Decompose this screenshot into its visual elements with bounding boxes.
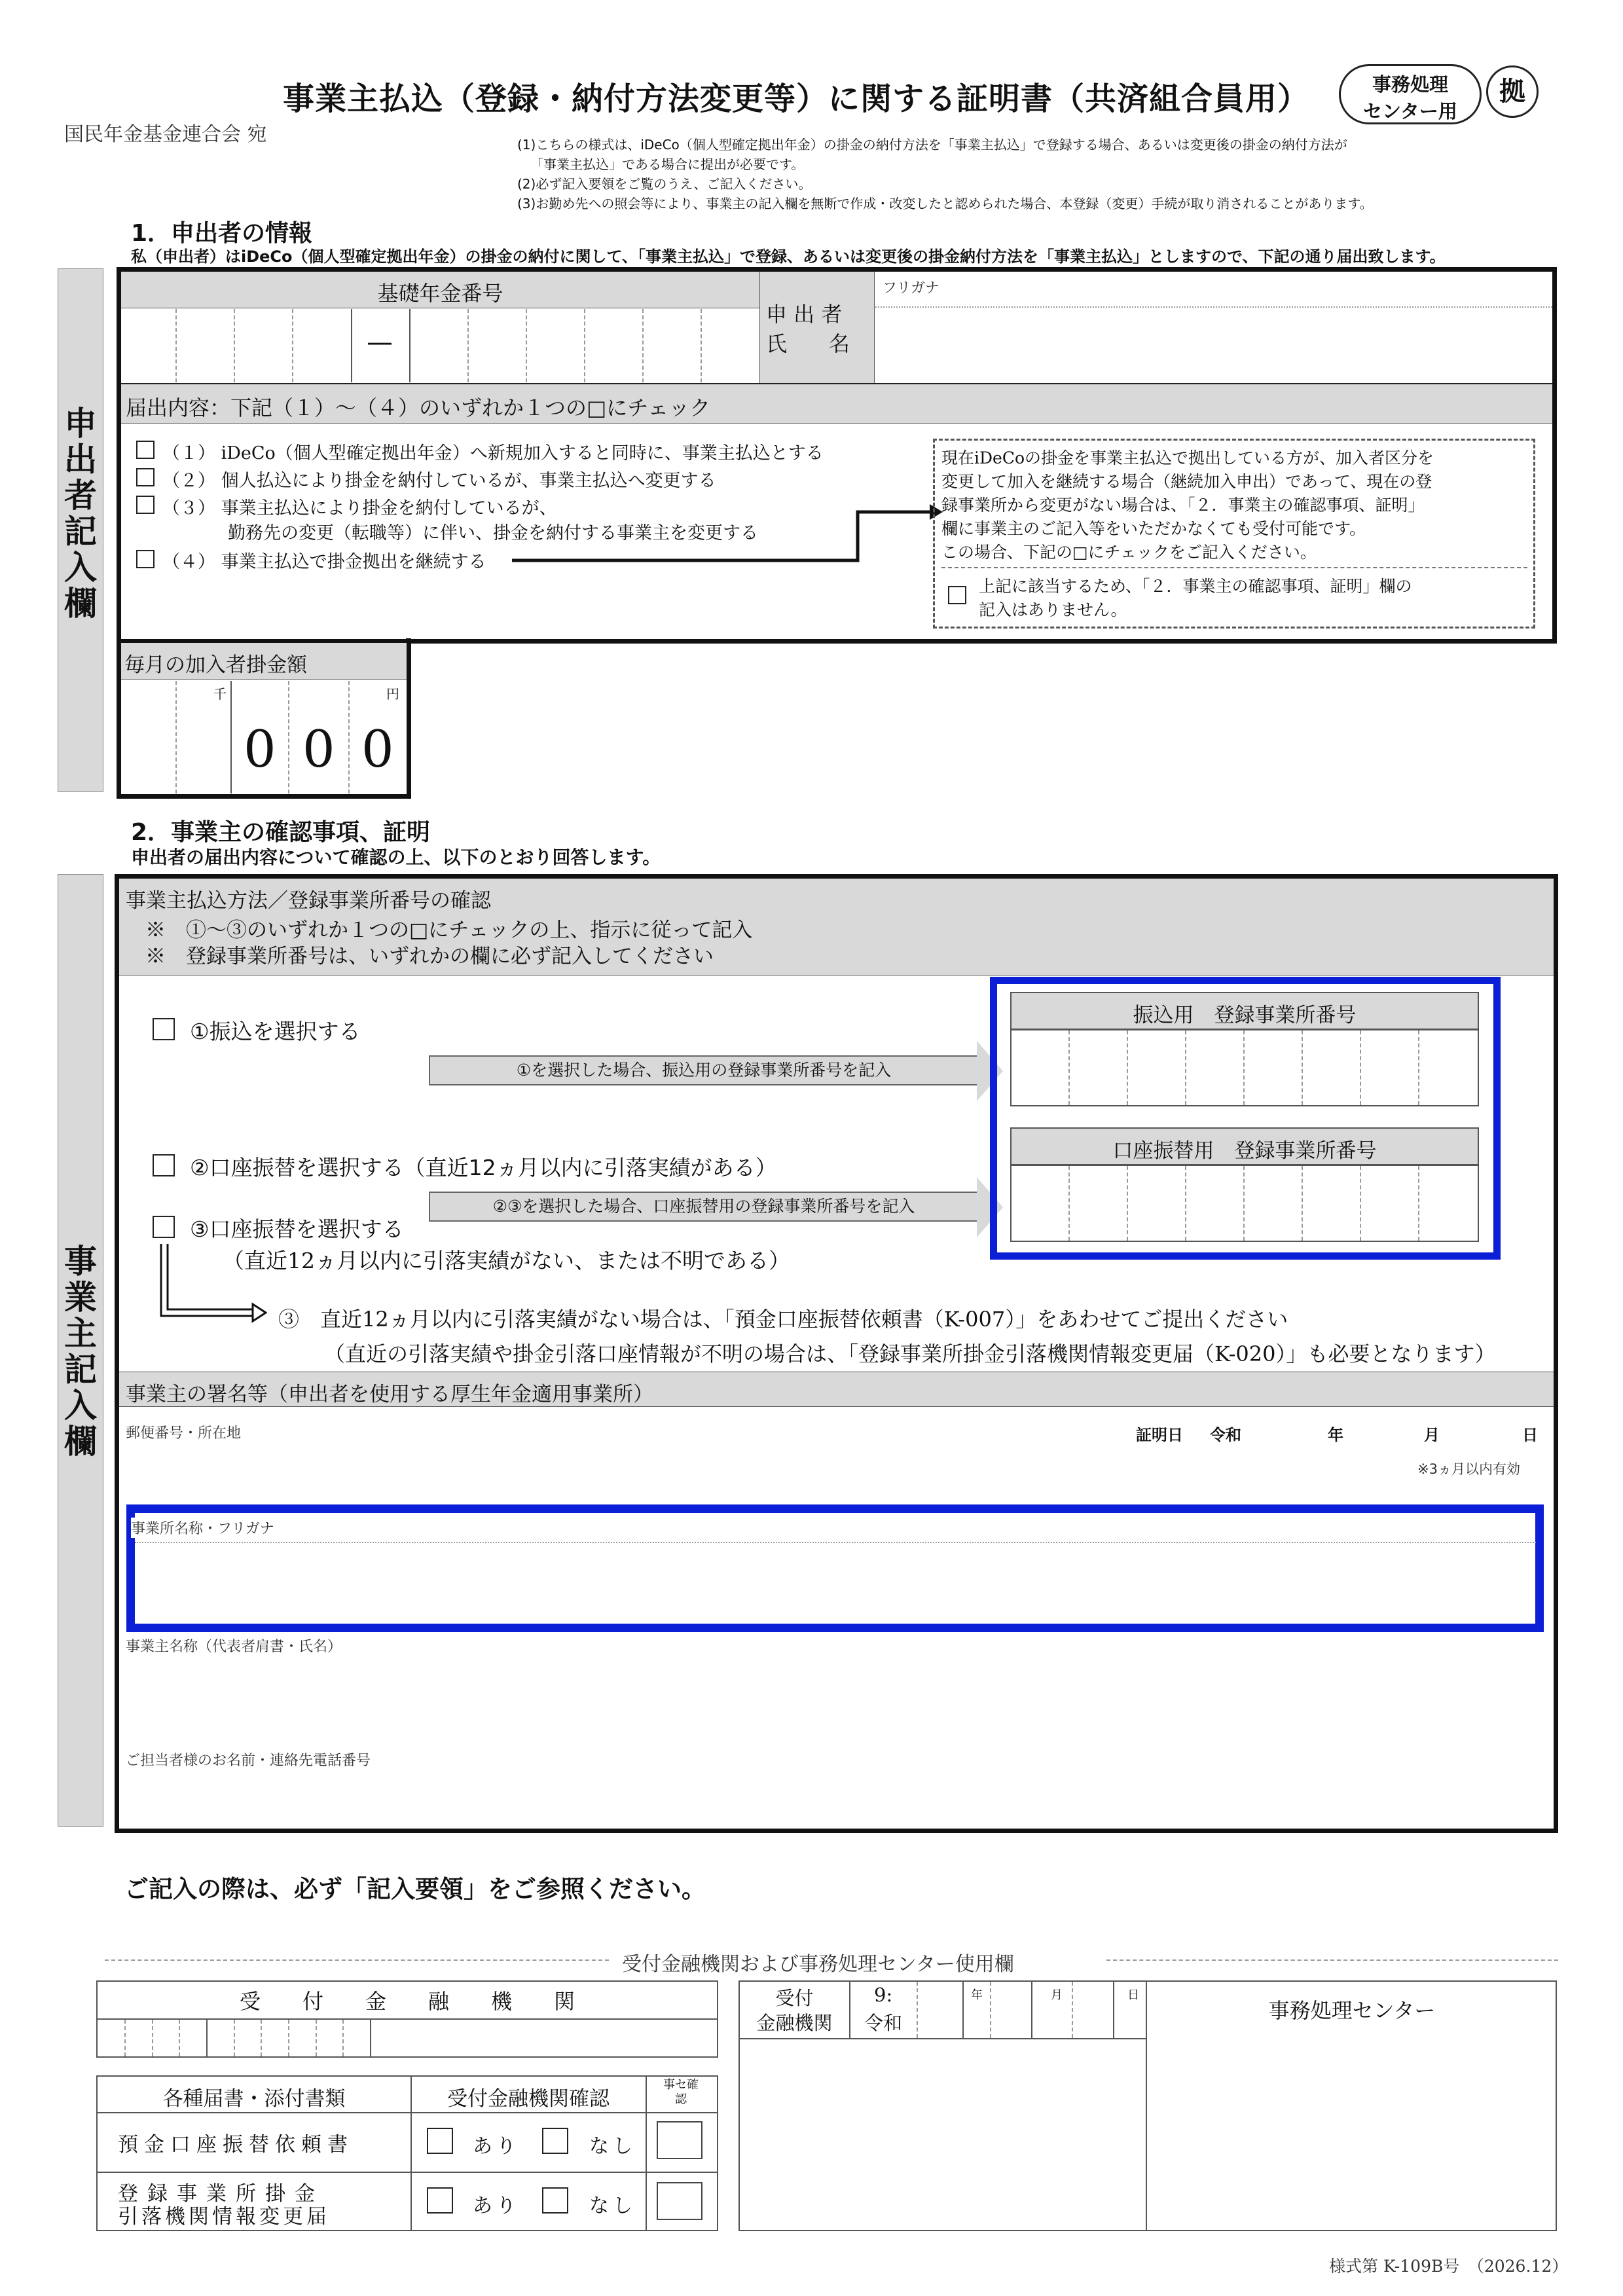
kyo-badge: 拠 <box>1486 65 1539 118</box>
debit-number-label: 口座振替用 登録事業所番号 <box>1112 1139 1377 1163</box>
arrow-debit <box>429 1192 979 1222</box>
choice3-sub-label: （直近12ヵ月以内に引落実績がない、または不明である） <box>223 1248 790 1273</box>
report-content-label: 届出内容：下記（１）～（４）のいずれか１つの□にチェック <box>126 395 711 420</box>
transfer-number-field[interactable] <box>1010 1029 1479 1106</box>
header-notes <box>517 135 1373 213</box>
recv-year-label: 年 <box>971 1988 983 2002</box>
reminder-text: ご記入の際は、必ず「記入要領」をご参照ください。 <box>124 1875 706 1903</box>
choice1-label: ①振込を選択する <box>190 1019 361 1044</box>
monthly-label: 毎月の加入者掛金額 <box>124 653 307 677</box>
option2-label: （２） 個人払込により掛金を納付しているが、事業主払込へ変更する <box>162 471 716 491</box>
center-badge-line1: 事務処理 <box>1372 73 1448 96</box>
option2-checkbox[interactable] <box>136 468 155 486</box>
no-employer-entry-checkbox[interactable] <box>948 586 966 604</box>
office-name-field[interactable] <box>137 1545 1532 1624</box>
method-note1: ※ ①～③のいずれか１つの□にチェックの上、指示に従って記入 <box>145 919 753 942</box>
contact-field[interactable] <box>124 1768 1545 1823</box>
arrow-transfer-text: ①を選択した場合、振込用の登録事業所番号を記入 <box>516 1061 892 1080</box>
header-note: (1)こちらの様式は、iDeCo（個人型確定拠出年金）の掛金の納付方法を「事業主払込」で登録する場合、あるいは変更後の掛金の納付方法が <box>517 137 1347 153</box>
center-confirm-header: 事セ確認 <box>663 2078 699 2106</box>
center-label: 事務処理センター <box>1268 1998 1436 2023</box>
method-note2: ※ 登録事業所番号は、いずれかの欄に必ず記入してください <box>145 945 714 968</box>
institution-code-field[interactable] <box>98 2020 716 2056</box>
zero-digit: 0 <box>302 720 335 779</box>
pension-number-label: 基礎年金番号 <box>377 281 503 306</box>
choice3-checkbox[interactable] <box>153 1216 175 1238</box>
doc2-nashi-label: なし <box>589 2195 636 2217</box>
note-line: 欄に事業主のご記入等をいただかなくても受付可能です。 <box>941 519 1366 538</box>
option3-checkbox[interactable] <box>136 496 155 514</box>
postal-address-label: 郵便番号・所在地 <box>126 1425 242 1442</box>
footer-section-title: 受付金融機関および事務処理センター使用欄 <box>622 1953 1014 1976</box>
note-line: 変更して加入を継続する場合（継続加入申出）であって、現在の登 <box>941 472 1432 491</box>
section2-sidebar-label: 事 業 主 記 入 欄 <box>64 1243 97 1461</box>
cert-date-month-label: 月 <box>1424 1426 1440 1444</box>
employer-name-field[interactable] <box>124 1656 1545 1741</box>
cert-date-year-label: 年 <box>1328 1426 1343 1444</box>
zero-digit: 0 <box>244 720 276 779</box>
section2-heading: 2．事業主の確認事項、証明 <box>131 819 431 846</box>
option4-label: （４） 事業主払込で掛金拠出を継続する <box>162 552 486 572</box>
recv-month-label: 月 <box>1051 1988 1063 2002</box>
recv-day-label: 日 <box>1127 1988 1139 2002</box>
signature-header-label: 事業主の署名等（申出者を使用する厚生年金適用事業所） <box>126 1383 653 1406</box>
furigana-label: フリガナ <box>883 280 939 297</box>
doc1-ari-label: あり <box>473 2135 520 2158</box>
arrow-transfer <box>429 1055 979 1085</box>
section1-statement: 私（申出者）はiDeCo（個人型確定拠出年金）の掛金の納付に関して、「事業主払込」で登録、あるいは変更後の掛金納付方法を「事業主払込」としますので、下記の通り届出致します。 <box>131 247 1446 266</box>
cert-date-era: 令和 <box>1210 1426 1241 1444</box>
doc1-label: 預金口座振替依頼書 <box>118 2133 354 2157</box>
option4-arrow <box>511 504 943 570</box>
method-header-title: 事業主払込方法／登録事業所番号の確認 <box>126 889 491 913</box>
doc1-nashi-label: なし <box>589 2135 636 2158</box>
validity-note: ※3ヵ月以内有効 <box>1417 1461 1520 1477</box>
header-note: 「事業主払込」である場合に提出が必要です。 <box>530 156 805 172</box>
choice2-label: ②口座振替を選択する（直近12ヵ月以内に引落実績がある） <box>190 1155 777 1180</box>
choice3-label: ③口座振替を選択する <box>190 1216 404 1242</box>
applicant-label-line1: 申 出 者 <box>766 302 843 327</box>
choice3-arrow <box>156 1244 267 1329</box>
choice2-checkbox[interactable] <box>153 1154 175 1176</box>
no-employer-entry-label-line2: 記入はありません。 <box>979 600 1127 619</box>
docs-header: 各種届書・添付書類 <box>162 2087 346 2111</box>
arrow-debit-text: ②③を選択した場合、口座振替用の登録事業所番号を記入 <box>492 1197 915 1216</box>
cert-date-label: 証明日 <box>1136 1426 1183 1444</box>
office-name-furigana-line <box>135 1542 1536 1543</box>
section1-sidebar-label: 申 出 者 記 入 欄 <box>64 405 97 623</box>
thousand-unit: 千 <box>213 686 227 702</box>
doc2-nashi-checkbox[interactable] <box>542 2187 568 2214</box>
yen-unit: 円 <box>386 686 399 702</box>
doc2-label-line2: 引落機関情報変更届 <box>118 2205 330 2229</box>
doc1-center-confirm-box[interactable] <box>657 2121 702 2159</box>
doc2-center-confirm-box[interactable] <box>657 2182 702 2220</box>
cert-date-day-label: 日 <box>1522 1426 1538 1444</box>
debit-number-field[interactable] <box>1010 1165 1479 1242</box>
recv-prefix: 9: <box>874 1984 893 2006</box>
option3-label: （３） 事業主払込により掛金を納付しているが、 <box>162 498 557 519</box>
header-note: (3)お勤め先への照会等により、事業主の記入欄を無断で作成・改変したと認められた場合、本登録（変更）手続が取り消されることがあります。 <box>517 196 1373 211</box>
note-line: この場合、下記の□にチェックをご記入ください。 <box>941 543 1317 562</box>
choice1-checkbox[interactable] <box>153 1018 175 1040</box>
center-badge-line2: センター用 <box>1363 100 1457 122</box>
choice3-note1: ③ 直近12ヵ月以内に引落実績がない場合は、「預金口座振替依頼書（K-007）」をあわせてご提出ください <box>278 1307 1288 1332</box>
no-employer-entry-label-line1: 上記に該当するため、「２．事業主の確認事項、証明」欄の <box>979 577 1412 596</box>
center-use-badge <box>1339 64 1482 124</box>
note-line: 録事業所から変更がない場合は、「２．事業主の確認事項、証明」 <box>941 496 1425 515</box>
option4-checkbox[interactable] <box>136 550 155 568</box>
doc1-nashi-checkbox[interactable] <box>542 2128 568 2154</box>
recv-era: 令和 <box>864 2012 903 2034</box>
transfer-number-label: 振込用 登録事業所番号 <box>1133 1004 1357 1027</box>
doc1-ari-checkbox[interactable] <box>427 2128 453 2154</box>
applicant-name-field[interactable] <box>877 309 1552 381</box>
option3-label-line2: 勤務先の変更（転職等）に伴い、掛金を納付する事業主を変更する <box>228 523 758 543</box>
section2-statement: 申出者の届出内容について確認の上、以下のとおり回答します。 <box>131 847 661 868</box>
page-title: 事業主払込（登録・納付方法変更等）に関する証明書（共済組合員用） <box>283 81 1310 117</box>
institution-header: 受 付 金 融 機 関 <box>239 1989 575 2014</box>
confirm-header: 受付金融機関確認 <box>447 2087 610 2111</box>
furigana-line <box>875 306 1552 308</box>
employer-name-label: 事業主名称（代表者肩書・氏名） <box>126 1639 342 1655</box>
pension-dash: — <box>367 327 393 357</box>
option1-checkbox[interactable] <box>136 441 155 459</box>
applicant-label-line2: 氏 名 <box>766 331 850 356</box>
form-number: 様式第 K-109B号 （2026.12） <box>1329 2257 1569 2276</box>
header-note: (2)必ず記入要領をご覧のうえ、ご記入ください。 <box>517 176 812 192</box>
postal-address-field[interactable] <box>124 1440 1106 1493</box>
addressee: 国民年金基金連合会 宛 <box>64 123 267 146</box>
contact-label: ご担当者様のお名前・連絡先電話番号 <box>126 1753 371 1769</box>
recv-label-line1: 受付 <box>775 1987 814 2009</box>
section1-heading: 1．申出者の情報 <box>131 220 313 247</box>
continuation-note-text <box>941 446 1434 564</box>
doc2-label-line1: 登録事業所掛金 <box>118 2182 324 2206</box>
note-line: 現在iDeCoの掛金を事業主払込で拠出している方が、加入者区分を <box>941 448 1434 467</box>
zero-digit: 0 <box>361 720 394 779</box>
doc2-ari-label: あり <box>473 2195 520 2217</box>
office-name-label: 事業所名称・フリガナ <box>131 1518 274 1538</box>
option1-label: （１） iDeCo（個人型確定拠出年金）へ新規加入すると同時に、事業主払込とする <box>162 443 824 464</box>
choice3-note2: （直近の引落実績や掛金引落口座情報が不明の場合は、「登録事業所掛金引落機関情報変更届（K-020）」も必要となります） <box>324 1341 1496 1366</box>
recv-label-line2: 金融機関 <box>756 2012 833 2034</box>
doc2-ari-checkbox[interactable] <box>427 2187 453 2214</box>
